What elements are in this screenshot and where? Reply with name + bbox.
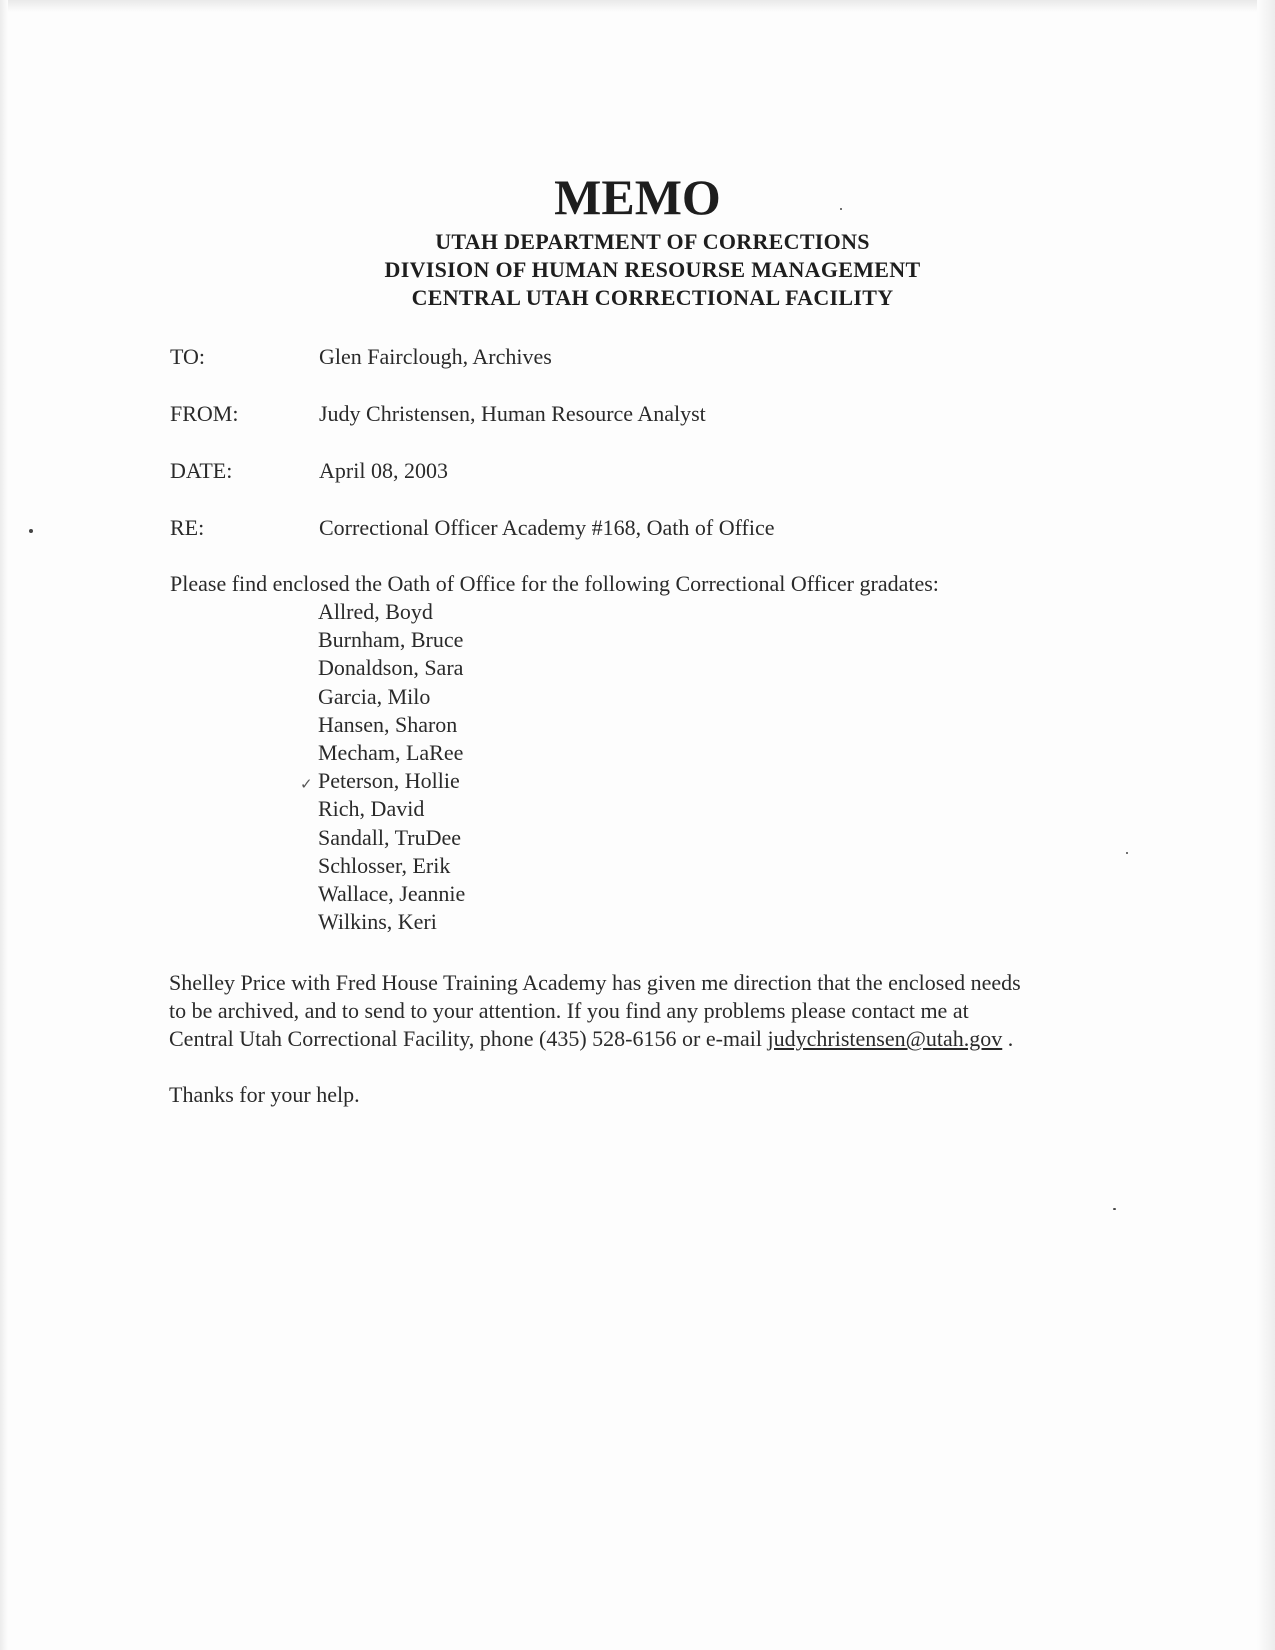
org-line-division: DIVISION OF HUMAN RESOURSE MANAGEMENT [384,257,921,282]
org-line-facility: CENTRAL UTAH CORRECTIONAL FACILITY [411,285,894,310]
graduate-name: Sandall, TruDee [318,824,461,850]
date-label: DATE: [170,458,233,483]
handwritten-check-icon: ✓ [300,777,313,794]
graduate-name: Burnham, Bruce [318,627,464,653]
body-line [169,1025,1149,1053]
re-value: Correctional Officer Academy #168, Oath of Office [319,515,775,540]
to-label: TO: [170,344,206,369]
intro-text: Please find enclosed the Oath of Office for the following Correctional Officer gradates: [170,571,939,596]
body-line: to be archived, and to send to your attention. If you find any problems please contact me at [169,998,969,1023]
memo-title: MEMO [554,169,721,225]
scan-speck [29,529,33,533]
graduate-name: Hansen, Sharon [318,711,458,737]
body-line-text: Central Utah Correctional Facility, phone (435) 528-6156 or e-mail [169,1026,768,1051]
graduate-name: Wilkins, Keri [318,909,437,935]
scan-speck [1126,852,1128,854]
scan-speck [1113,1208,1116,1210]
body-paragraph [169,969,1149,1053]
from-value: Judy Christensen, Human Resource Analyst [319,401,706,426]
graduate-name: Garcia, Milo [318,683,431,709]
org-line-department: UTAH DEPARTMENT OF CORRECTIONS [435,229,870,254]
date-value: April 08, 2003 [319,458,448,483]
graduate-name-checked [300,767,465,795]
graduate-name: Peterson, Hollie [318,768,460,794]
body-line: Shelley Price with Fred House Training Academy has given me direction that the enclosed needs [169,970,1021,995]
re-label: RE: [170,515,205,540]
closing-text: Thanks for your help. [169,1082,360,1107]
graduate-name: Wallace, Jeannie [318,881,466,907]
graduate-list [300,598,466,936]
to-value: Glen Fairclough, Archives [319,344,552,369]
graduate-name: Schlosser, Erik [318,852,451,878]
organization-header [0,228,1275,312]
graduate-name: Donaldson, Sara [318,655,464,681]
graduate-name: Mecham, LaRee [318,740,464,766]
graduate-name: Rich, David [318,796,425,822]
email-link[interactable]: judychristensen@utah.gov [767,1026,1003,1051]
scan-speck [840,208,842,210]
graduate-name: Allred, Boyd [318,599,433,624]
body-line-end: . [1002,1026,1014,1051]
from-label: FROM: [170,401,239,426]
scan-edge-top [0,0,1275,12]
